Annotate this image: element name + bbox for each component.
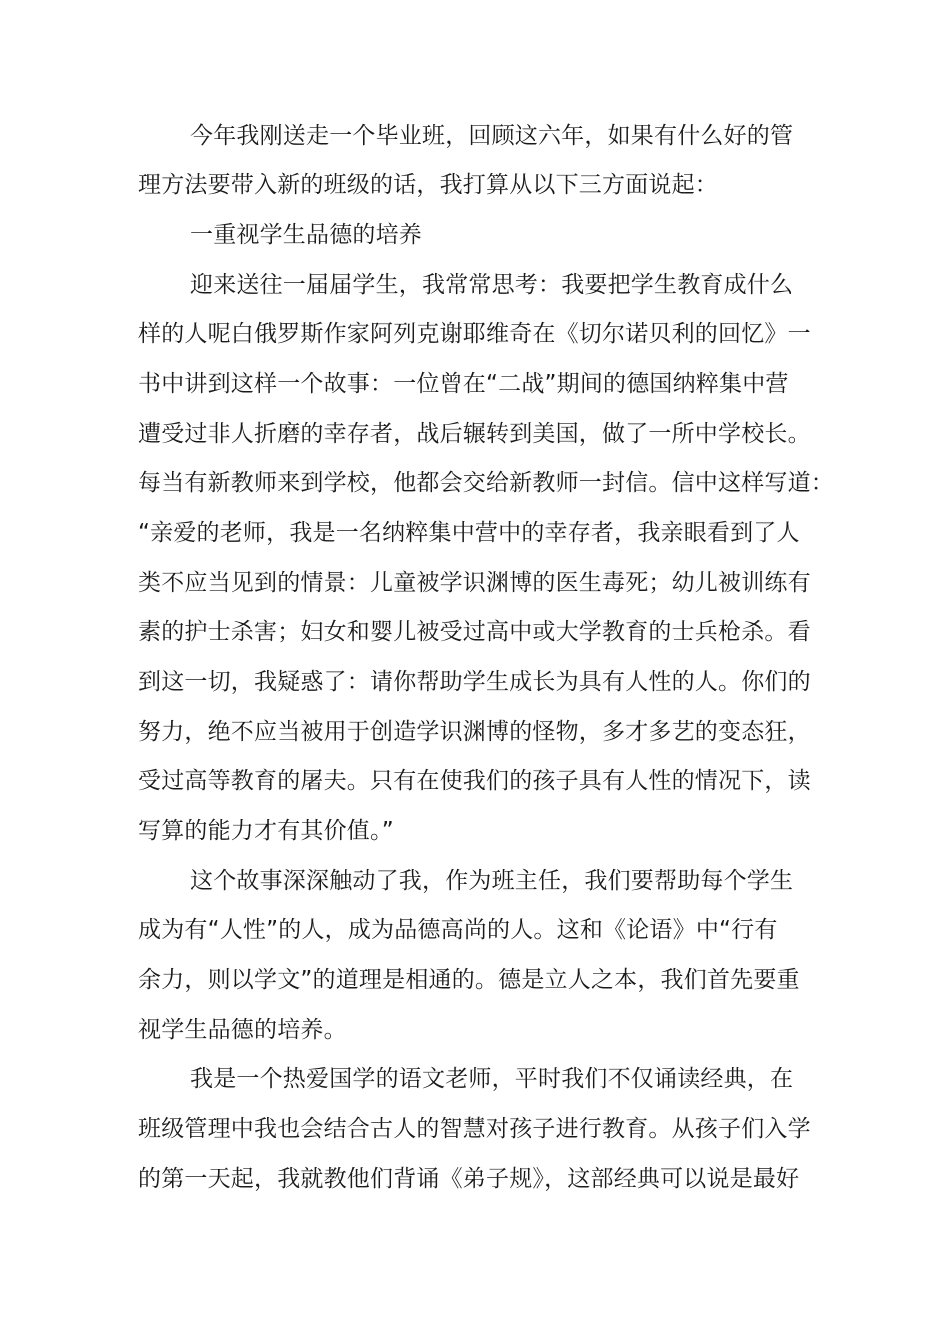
text-line: 素的护士杀害；妇女和婴儿被受过高中或大学教育的士兵枪杀。看 — [138, 619, 811, 645]
text-line: 今年我刚送走一个毕业班，回顾这六年，如果有什么好的管 — [190, 123, 794, 149]
text-line: 迎来送往一届届学生，我常常思考：我要把学生教育成什么 — [190, 272, 794, 298]
text-line: 的第一天起，我就教他们背诵《弟子规》，这部经典可以说是最好 — [138, 1166, 800, 1192]
text-line: 成为有“人性”的人，成为品德高尚的人。这和《论语》中“行有 — [138, 917, 778, 943]
text-line: 到这一切，我疑惑了：请你帮助学生成长为具有人性的人。你们的 — [138, 669, 811, 695]
text-line: 视学生品德的培养。 — [138, 1017, 347, 1043]
text-line: 理方法要带入新的班级的话，我打算从以下三方面说起： — [138, 172, 718, 198]
text-line: 写算的能力才有其价值。” — [138, 818, 394, 844]
text-line: 受过高等教育的屠夫。只有在使我们的孩子具有人性的情况下，读 — [138, 768, 811, 794]
section-heading: 一重视学生品德的培养 — [190, 222, 422, 248]
text-line: 班级管理中我也会结合古人的智慧对孩子进行教育。从孩子们入学 — [138, 1116, 811, 1142]
text-line: 我是一个热爱国学的语文老师，平时我们不仅诵读经典，在 — [190, 1066, 794, 1092]
text-line: 书中讲到这样一个故事：一位曾在“二战”期间的德国纳粹集中营 — [138, 371, 789, 397]
text-line: 遭受过非人折磨的幸存者，战后辗转到美国，做了一所中学校长。 — [138, 421, 811, 447]
text-line: “亲爱的老师，我是一名纳粹集中营中的幸存者，我亲眼看到了人 — [138, 520, 800, 546]
text-line: 努力，绝不应当被用于创造学识渊博的怪物，多才多艺的变态狂， — [138, 719, 811, 745]
text-line: 每当有新教师来到学校，他都会交给新教师一封信。信中这样写道： — [138, 470, 834, 496]
text-line: 余力，则以学文”的道理是相通的。德是立人之本，我们首先要重 — [138, 967, 800, 993]
text-line: 类不应当见到的情景：儿童被学识渊博的医生毒死；幼儿被训练有 — [138, 570, 811, 596]
text-line: 这个故事深深触动了我，作为班主任，我们要帮助每个学生 — [190, 868, 794, 894]
text-line: 样的人呢白俄罗斯作家阿列克谢耶维奇在《切尔诺贝利的回忆》一 — [138, 321, 811, 347]
